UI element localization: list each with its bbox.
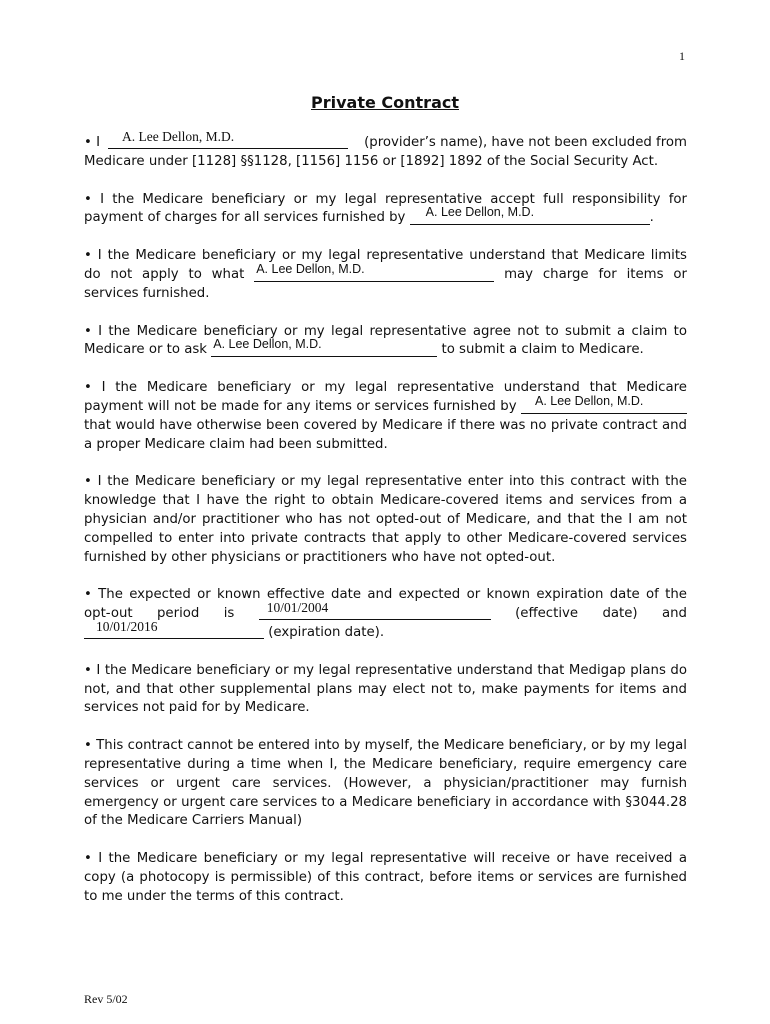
paragraph-no-payment [84,379,687,454]
paragraph-medicare-limits [84,247,687,303]
paragraph-text: Medicare under [1128] §§1128, [1156] 1156 or [1892] 1892 of the Social Security Act. [84,153,659,169]
provider-name-field[interactable]: A. Lee Dellon, M.D. [108,133,348,149]
page-number: 1 [679,49,685,63]
provider-name-field[interactable]: A. Lee Dellon, M.D. [254,266,494,282]
effective-date-field[interactable]: 10/01/2004 [259,604,491,620]
paragraph-text: that would have otherwise been covered by Medicare if there was no private contract and a proper Medicare claim had been submitted. [84,417,687,452]
paragraph-text: • The expected or known effective date and expected or known expiration date of the opt-out period is [84,587,687,622]
paragraph-text: • I the Medicare beneficiary or my legal representative understand that Medicare limits do not apply to what [84,248,687,282]
paragraph-text: • I the Medicare beneficiary or my legal representative agree not to submit a claim to Medicare or to ask [84,323,687,358]
revision-footer: Rev 5/02 [84,992,128,1006]
provider-name-field[interactable]: A. Lee Dellon, M.D. [410,209,650,225]
paragraph-text: may charge for items or services furnished. [84,266,688,301]
paragraph-text: (expiration date). [268,624,385,640]
provider-name-field[interactable]: A. Lee Dellon, M.D. [211,341,437,357]
paragraph-text: • I the Medicare beneficiary or my legal representative accept full responsibility for payment of charges for all services furnished by [84,191,687,226]
paragraph-text: to submit a claim to Medicare. [441,342,644,358]
contract-body [84,129,688,926]
bullet-text: • I [84,135,100,150]
paragraph-medigap: • I the Medicare beneficiary or my legal representative understand that Medigap plans do not, and that other supplemental plans may elect not to, make payments for items and services not paid for by Medicare. [84,662,687,716]
provider-name-field[interactable]: A. Lee Dellon, M.D. [521,398,687,414]
paragraph-text: (provider’s name), have not been excluded from [364,135,687,150]
paragraph-right-to-obtain: • I the Medicare beneficiary or my legal representative enter into this contract with the knowledge that I have the right to obtain Medicare-covered items and services from a physician and/or practitioner who has not opted-out of Medicare, and that the I am not compelled to enter into private contracts that apply to other Medicare-covered services furnished by other physicians or practitioners who have not opted-out. [84,474,687,565]
paragraph-provider-exclusion [84,129,687,172]
paragraph-no-claim [84,323,687,361]
expiration-date-field[interactable]: 10/01/2016 [84,623,264,639]
paragraph-payment-responsibility [84,191,687,229]
paragraph-copy: • I the Medicare beneficiary or my legal representative will receive or have received a copy (a photocopy is permissible) of this contract, before items or services are furnished to me under the terms of this contract. [84,851,687,904]
document-title: Private Contract [311,93,459,112]
paragraph-text: • I the Medicare beneficiary or my legal representative understand that Medicare payment will not be made for any items or services furnished by [84,380,687,414]
paragraph-text: . [649,210,654,226]
paragraph-emergency: • This contract cannot be entered into by myself, the Medicare beneficiary, or by my legal representative during a time when I, the Medicare beneficiary, require emergency care services or urgent care services. (However, a physician/practitioner may furnish emergency or urgent care services to a Medicare beneficiary in accordance with §3044.28 of the Medicare Carriers Manual) [84,738,687,829]
paragraph-text: (effective date) and [515,606,687,622]
paragraph-opt-out-period [84,586,687,642]
